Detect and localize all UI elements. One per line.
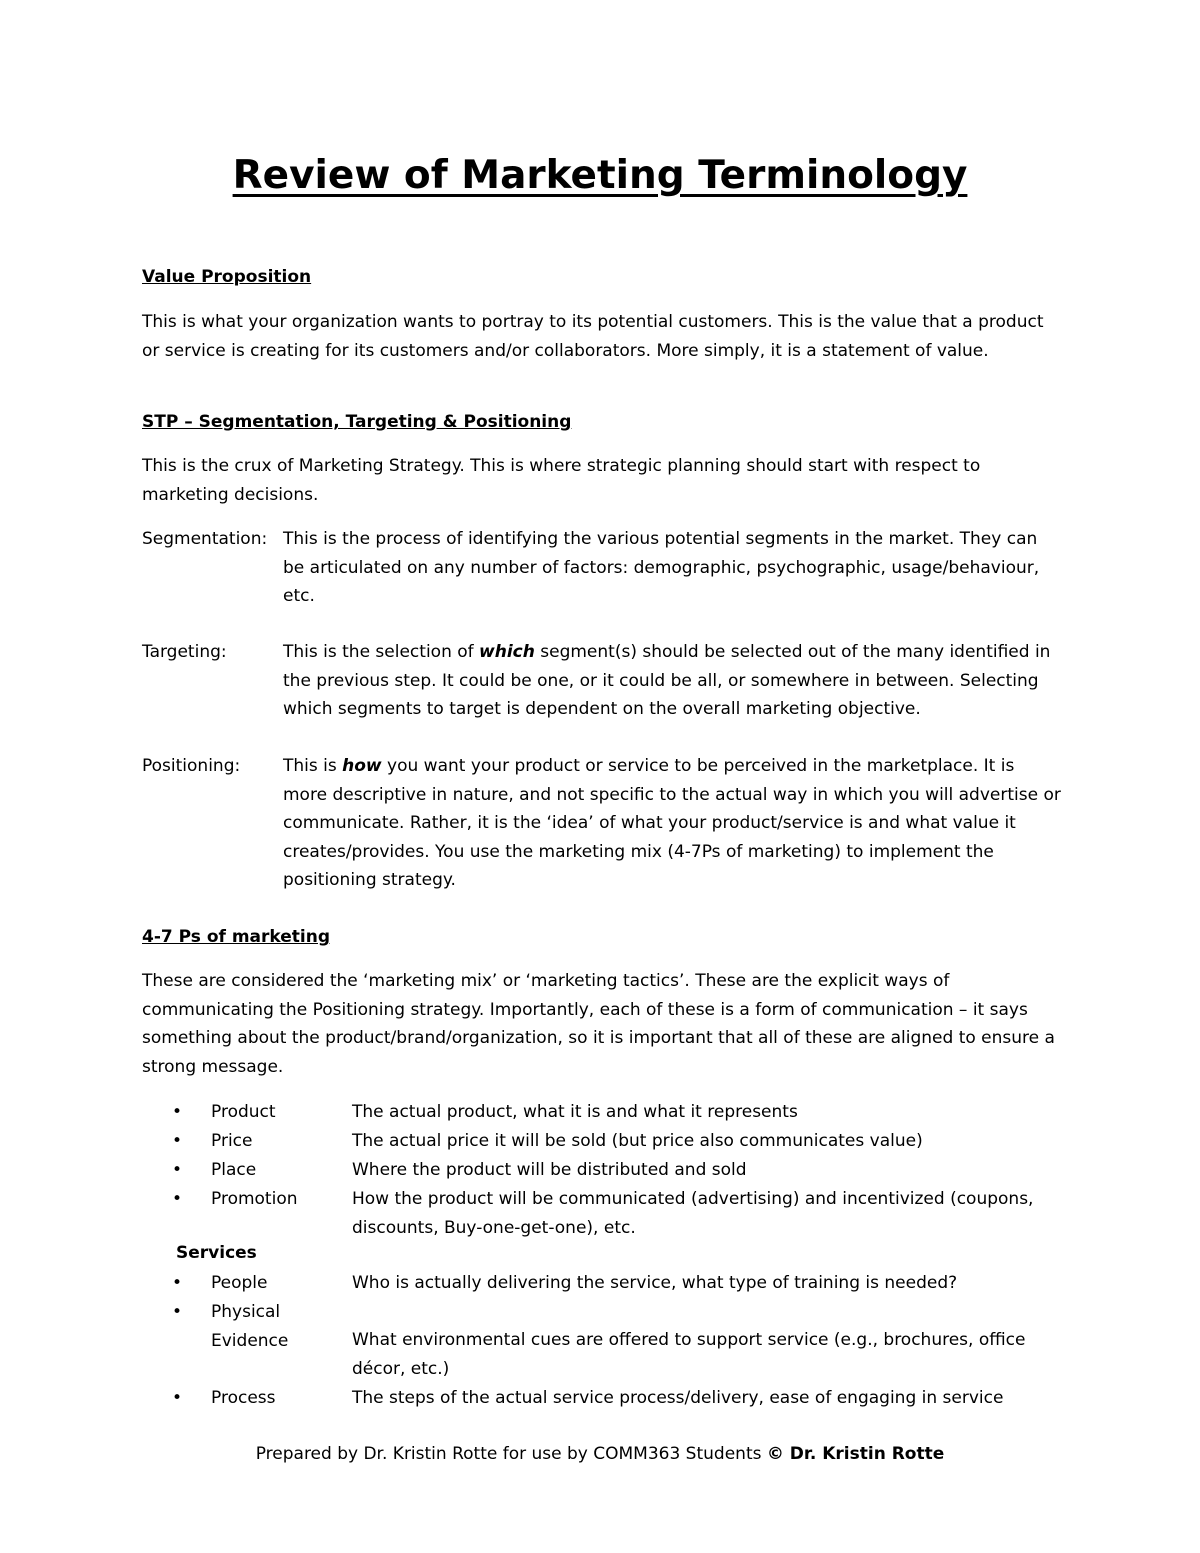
definition-targeting [142, 638, 1062, 728]
definition-term: Positioning: [142, 756, 241, 776]
mix-item-description: Where the product will be distributed and sold [352, 1160, 747, 1180]
definition-body [283, 752, 1063, 895]
list-item-price [170, 1127, 1070, 1155]
mix-item-name: People [211, 1273, 268, 1293]
list-item-physical-evidence [170, 1298, 1070, 1384]
bullet-icon: • [171, 1102, 183, 1122]
mix-item-name: Price [211, 1131, 253, 1151]
bullet-icon: • [171, 1388, 183, 1408]
services-label: Services [176, 1243, 257, 1263]
footer-prefix: Prepared by Dr. Kristin Rotte for use by COMM363 Students [255, 1444, 767, 1464]
bullet-icon: • [171, 1160, 183, 1180]
stp-intro: This is the crux of Marketing Strategy. This is where strategic planning should start with respect to marketing decisions. [142, 456, 981, 505]
definition-emphasis: which [479, 642, 535, 662]
mix-item-name: Process [211, 1388, 276, 1408]
bullet-icon: • [171, 1302, 183, 1322]
mix-item-description: The steps of the actual service process/delivery, ease of engaging in service [352, 1388, 1004, 1408]
definition-segmentation [142, 525, 1062, 615]
definition-text: segment(s) should be selected out of the many identified in the previous step. It could be one, or it could be all, or somewhere in between. Selecting which segments to target is dependent on the overall marketing objective. [283, 642, 1051, 719]
ps-intro: These are considered the ‘marketing mix’ or ‘marketing tactics’. These are the explicit ways of communicating the Positioning strategy. Importantly, each of these is a form of communication – it says something about the product/brand/organization, so it is important that all of these are aligned to ensure a strong message. [142, 971, 1055, 1077]
definition-term: Segmentation: [142, 529, 268, 549]
mix-item-description: What environmental cues are offered to support service (e.g., brochures, office décor, etc.) [352, 1330, 1026, 1379]
list-item-product [170, 1098, 1070, 1126]
definition-body: This is the process of identifying the various potential segments in the market. They can be articulated on any number of factors: demographic, psychographic, usage/behaviour, etc. [283, 529, 1040, 606]
section-heading-value-proposition: Value Proposition [142, 267, 312, 287]
list-item-people [170, 1269, 1070, 1297]
definition-term: Targeting: [142, 642, 227, 662]
definition-text: This is the selection of [283, 642, 480, 662]
mix-item-description: How the product will be communicated (advertising) and incentivized (coupons, discounts, Buy-one-get-one), etc. [352, 1189, 1034, 1238]
list-item-place [170, 1156, 1070, 1184]
definition-text: This is [283, 756, 343, 776]
bullet-icon: • [171, 1189, 183, 1209]
mix-item-description: The actual product, what it is and what it represents [352, 1102, 798, 1122]
list-item-promotion [170, 1185, 1070, 1242]
page-footer [0, 1442, 1200, 1466]
definition-emphasis: how [342, 756, 382, 776]
mix-item-name: Promotion [211, 1189, 298, 1209]
list-item-process [170, 1384, 1070, 1412]
section-heading-4-7-ps: 4-7 Ps of marketing [142, 927, 330, 947]
mix-item-name: Place [211, 1160, 257, 1180]
page-title: Review of Marketing Terminology [232, 153, 968, 198]
bullet-icon: • [171, 1131, 183, 1151]
value-proposition-body: This is what your organization wants to portray to its potential customers. This is the value that a product or service is creating for its customers and/or collaborators. More simply, it is a statement of value. [142, 312, 1044, 361]
section-heading-stp: STP – Segmentation, Targeting & Positioning [142, 412, 572, 432]
mix-item-description: The actual price it will be sold (but price also communicates value) [352, 1131, 923, 1151]
mix-item-name: Product [211, 1102, 276, 1122]
definition-positioning [142, 752, 1062, 897]
mix-item-description: Who is actually delivering the service, what type of training is needed? [352, 1273, 958, 1293]
bullet-icon: • [171, 1273, 183, 1293]
mix-item-name: Physical Evidence [211, 1302, 289, 1351]
definition-text: you want your product or service to be perceived in the marketplace. It is more descriptive in nature, and not specific to the actual way in which you will advertise or communicate. Rather, it is the ‘idea’ of what your product/service is and what value it creates/provides. You use the marketing mix (4-7Ps of marketing) to implement the positioning strategy. [283, 756, 1061, 890]
definition-body [283, 638, 1063, 724]
footer-copyright: © Dr. Kristin Rotte [766, 1444, 945, 1464]
